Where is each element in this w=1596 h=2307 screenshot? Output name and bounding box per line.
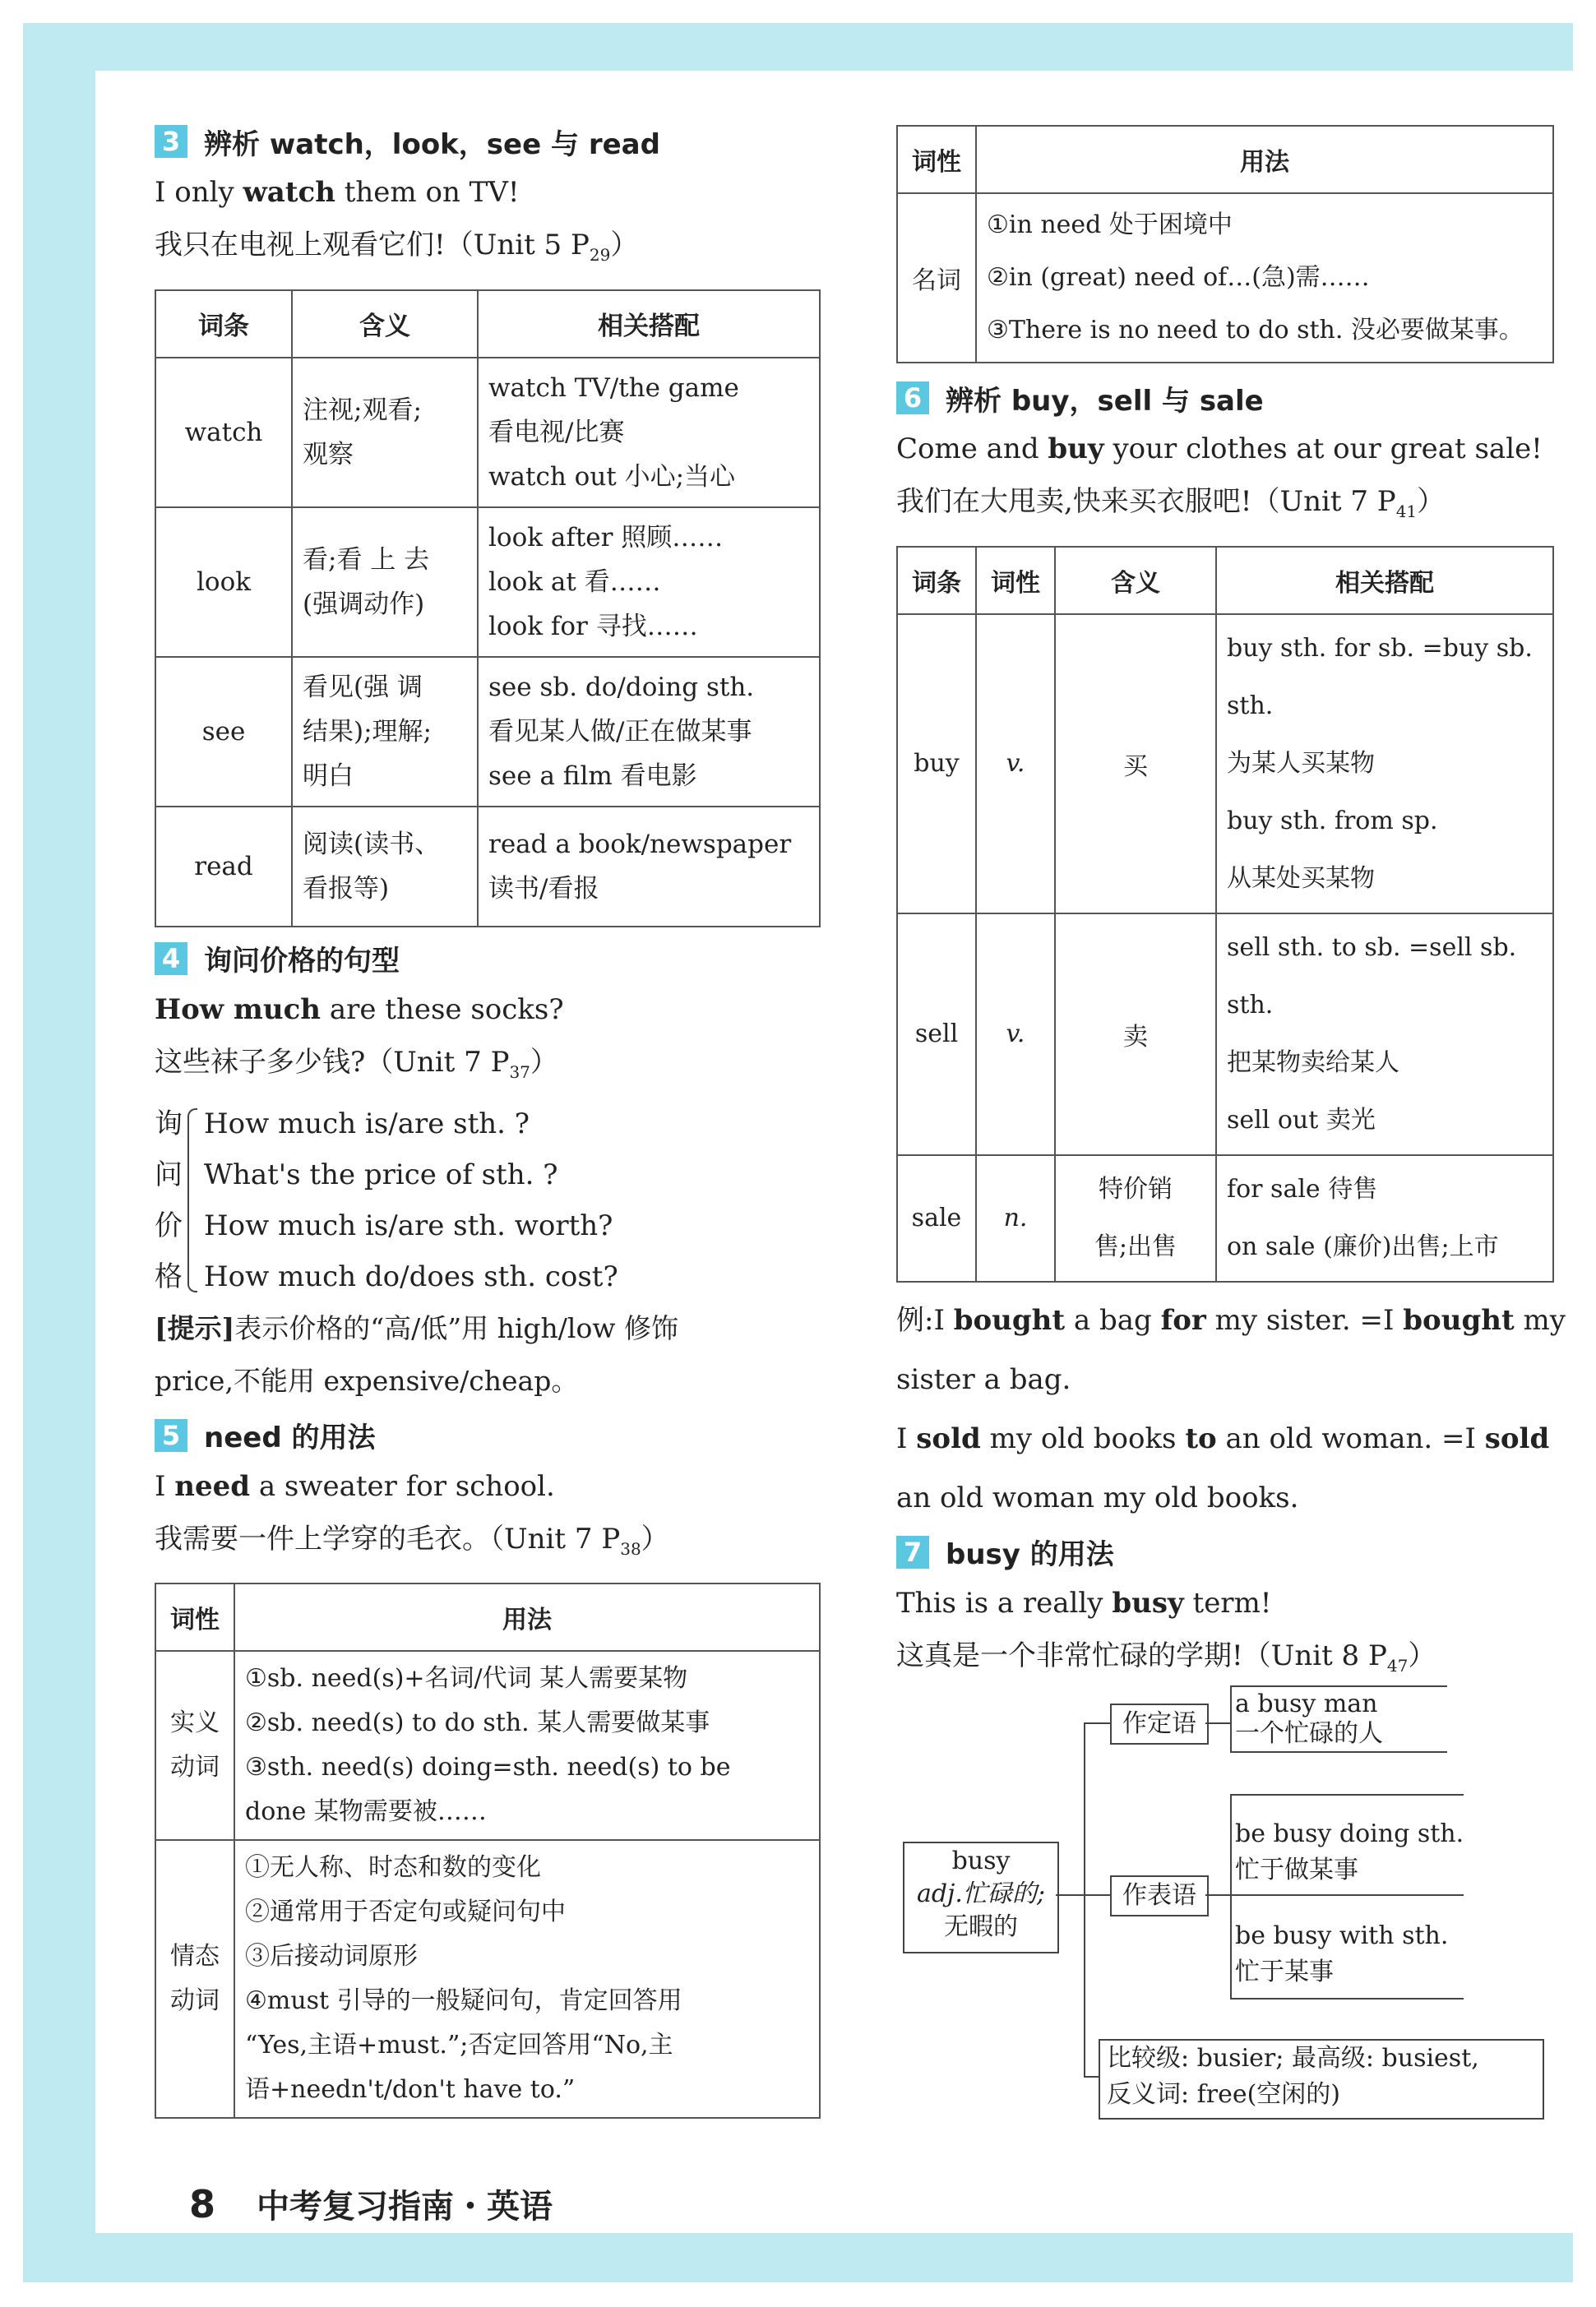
section-title-text: 询问价格的句型 (204, 945, 400, 978)
section-3-title (155, 117, 829, 166)
example-sentence: I only watch them on TV! (155, 176, 520, 209)
page-border-bottom (23, 2233, 1573, 2282)
pred2-en: be busy with sth. (1235, 1921, 1449, 1950)
table-header: 用法 (234, 1583, 820, 1651)
pred2-cn: 忙于某事 (1235, 1958, 1334, 1986)
example-translation: 这真是一个非常忙碌的学期!（Unit 8 $P_{47}$） (896, 1639, 1436, 1676)
section-4-title (155, 934, 829, 983)
table-header: 含义 (1055, 547, 1216, 614)
table-header: 含义 (292, 290, 478, 358)
table-header: 词条 (155, 290, 292, 358)
section-title-text: busy 的用法 (946, 1538, 1114, 1572)
example-translation: 我们在大甩卖,快来买衣服吧!（Unit 7 $P_{41}$） (896, 485, 1446, 521)
table-row: buy v. 买 buy sth. for sb. =buy sb. sth. 为某人买某物 buy sth. from sp. 从某处买某物 (897, 614, 1553, 913)
page-number: 8 (189, 2182, 216, 2226)
brace (187, 1108, 197, 1292)
table-row: 名词 ①in need 处于困境中 ②in (great) need of…(急)需…… ③There is no need to do sth. 没必要做某事。 (897, 193, 1553, 363)
example-1-cont: sister a bag. (896, 1362, 1071, 1396)
example-translation: 这些袜子多少钱?（Unit 7 $P_{37}$） (155, 1045, 558, 1082)
example-sentence: How much are these socks? (155, 992, 564, 1026)
section-title-text: need 的用法 (204, 1422, 376, 1455)
example-2: I sold my old books to an old woman. =I sold (896, 1422, 1550, 1455)
label-predicative: 作表语 (1110, 1875, 1209, 1916)
example-translation: 我需要一件上学穿的毛衣。（Unit 7 $P_{38}$） (155, 1522, 669, 1559)
example-1: 例:I bought a bag for my sister. =I bought my (896, 1303, 1566, 1337)
section-6-title (896, 373, 1554, 423)
price-question-group: 询 问 价 格 How much is/are sth. ? What's the price of sth. ? How much is/are sth. worth? How much do/does sth. cost? (155, 1107, 618, 1293)
example-sentence: Come and buy your clothes at our great sale! (896, 432, 1543, 465)
section-title-text: 辨析 buy，sell 与 sale (946, 384, 1264, 418)
table-header: 词性 (897, 126, 976, 193)
tip: [提示]表示价格的“高/低”用 high/low 修饰 (155, 1311, 679, 1344)
table-header: 用法 (976, 126, 1553, 193)
tip-cont: price,不能用 expensive/cheap。 (155, 1364, 579, 1397)
page-border-left (23, 23, 95, 2235)
table-row: see 看见(强 调 结果);理解; 明白 see sb. do/doing sth. 看见某人做/正在做某事 see a film 看电影 (155, 657, 820, 807)
pred1-en: be busy doing sth. (1235, 1819, 1464, 1848)
table-row: 情态动词 ①无人称、时态和数的变化 ②通常用于否定句或疑问句中 ③后接动词原形 ④must 引导的一般疑问句，肯定回答用 “Yes,主语+must.”;否定回答用“No,主 语+needn't/don't have to.” (155, 1840, 820, 2118)
table-row: sale n. 特价销 售;出售 for sale 待售 on sale (廉价)出售;上市 (897, 1155, 1553, 1282)
attr-cn: 一个忙碌的人 (1235, 1719, 1383, 1748)
example-2-cont: an old woman my old books. (896, 1481, 1299, 1514)
right-column (896, 125, 1566, 1692)
table-row: sell v. 卖 sell sth. to sb. =sell sb. sth. 把某物卖给某人 sell out 卖光 (897, 913, 1553, 1155)
example-translation: 我只在电视上观看它们!（Unit 5 $P_{29}$） (155, 229, 639, 265)
section-title-text: 辨析 watch，look，see 与 read (204, 127, 660, 161)
section-number: 6 (896, 381, 929, 414)
section-number: 4 (155, 942, 187, 975)
sec3-table (155, 289, 821, 927)
table-row: look 看;看 上 去 (强调动作) look after 照顾…… look at 看…… look for 寻找…… (155, 507, 820, 657)
section-5-title (155, 1411, 829, 1460)
label-attributive: 作定语 (1110, 1704, 1209, 1745)
page-border-top (23, 23, 1573, 72)
diagram-root: busy adj.忙碌的; 无暇的 (903, 1842, 1059, 1953)
left-column (155, 117, 829, 2119)
example-sentence: I need a sweater for school. (155, 1469, 555, 1503)
sec5-table-cont (896, 125, 1554, 363)
table-header: 词性 (155, 1583, 234, 1651)
book-title: 中考复习指南・英语 (256, 2188, 553, 2226)
table-row: watch 注视;观看; 观察 watch TV/the game 看电视/比赛 watch out 小心;当心 (155, 358, 820, 507)
busy-diagram (903, 1677, 1552, 2138)
section-number: 7 (896, 1536, 929, 1569)
sec6-table (896, 546, 1554, 1283)
table-row: read 阅读(读书、 看报等) read a book/newspaper 读书/看报 (155, 807, 820, 927)
section-7-title (896, 1528, 1554, 1577)
section-number: 3 (155, 125, 187, 158)
table-header: 相关搭配 (1216, 547, 1553, 614)
sec5-table (155, 1583, 821, 2119)
comparison-box: 比较级: busier; 最高级: busiest, 反义词: free(空闲的) (1099, 2039, 1544, 2120)
pred1-cn: 忙于做某事 (1235, 1856, 1358, 1884)
table-header: 词条 (897, 547, 976, 614)
attr-en: a busy man (1235, 1690, 1378, 1718)
example-sentence: This is a really busy term! (896, 1586, 1272, 1620)
table-row: 实义动词 ①sb. need(s)+名词/代词 某人需要某物 ②sb. need(s) to do sth. 某人需要做某事 ③sth. need(s) doing=sth. need(s) to be done 某物需要被…… (155, 1651, 820, 1840)
footer (189, 2180, 553, 2227)
section-number: 5 (155, 1419, 187, 1452)
table-header: 词性 (976, 547, 1055, 614)
table-header: 相关搭配 (478, 290, 820, 358)
